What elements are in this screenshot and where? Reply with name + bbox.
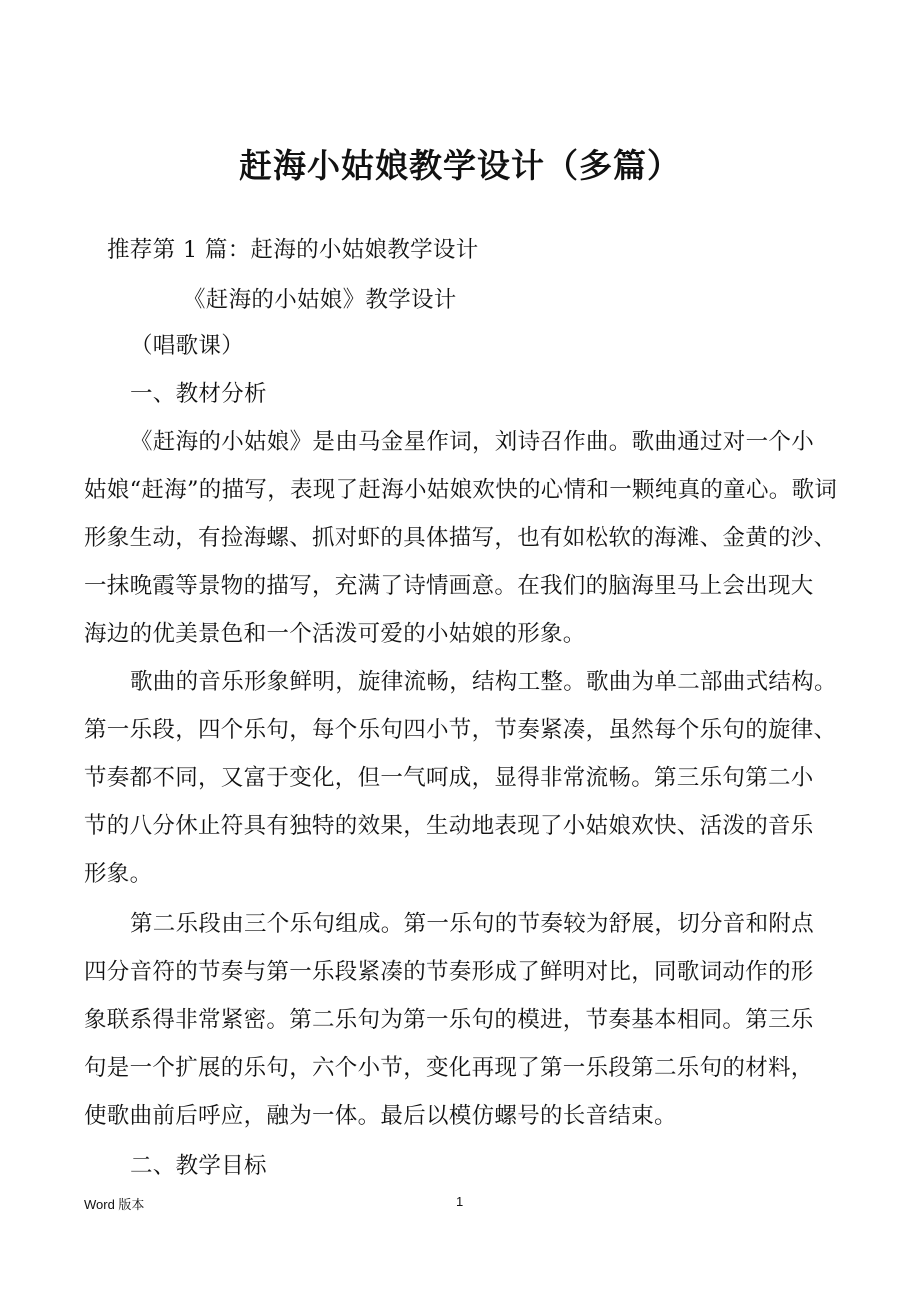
paragraph-line: 形象生动，有捡海螺、抓对虾的具体描写，也有如松软的海滩、金黄的沙、 [84,525,837,551]
paragraph-line: 姑娘“赶海”的描写，表现了赶海小姑娘欢快的心情和一颗纯真的童心。歌词 [84,477,838,503]
paragraph-line: 节奏都不同，又富于变化，但一气呵成，显得非常流畅。第三乐句第二小 [84,765,814,791]
section-heading-2: 二、教学目标 [130,1153,267,1179]
footer-label: Word 版本 [84,1197,145,1212]
paragraph-line: 一抹晚霞等景物的描写，充满了诗情画意。在我们的脑海里马上会出现大 [84,573,814,599]
paragraph-line: 《赶海的小姑娘》是由马金星作词，刘诗召作曲。歌曲通过对一个小 [130,429,815,455]
lesson-type: （唱歌课） [130,333,245,359]
paragraph-line: 第二乐段由三个乐句组成。第一乐句的节奏较为舒展，切分音和附点 [130,911,815,937]
page-number: 1 [456,1194,464,1209]
paragraph-line: 歌曲的音乐形象鲜明，旋律流畅，结构工整。歌曲为单二部曲式结构。 [130,669,837,695]
paragraph-line: 四分音符的节奏与第一乐段紧凑的节奏形成了鲜明对比，同歌词动作的形 [84,959,814,985]
section-heading-1: 一、教材分析 [130,381,267,407]
paragraph-line: 形象。 [84,861,153,887]
recommend-heading: 推荐第 1 篇：赶海的小姑娘教学设计 [107,237,479,263]
paragraph-line: 节的八分休止符具有独特的效果，生动地表现了小姑娘欢快、活泼的音乐 [84,813,814,839]
lesson-subtitle: 《赶海的小姑娘》教学设计 [183,287,457,313]
paragraph-line: 使歌曲前后呼应，融为一体。最后以模仿螺号的长音结束。 [84,1103,677,1129]
paragraph-line: 第一乐段，四个乐句，每个乐句四小节，节奏紧凑，虽然每个乐句的旋律、 [84,717,837,743]
paragraph-line: 象联系得非常紧密。第二乐句为第一乐句的模进，节奏基本相同。第三乐 [84,1007,814,1033]
paragraph-line: 句是一个扩展的乐句，六个小节，变化再现了第一乐段第二乐句的材料， [84,1055,814,1081]
paragraph-line: 海边的优美景色和一个活泼可爱的小姑娘的形象。 [84,621,586,647]
document-title: 赶海小姑娘教学设计（多篇） [239,146,681,185]
